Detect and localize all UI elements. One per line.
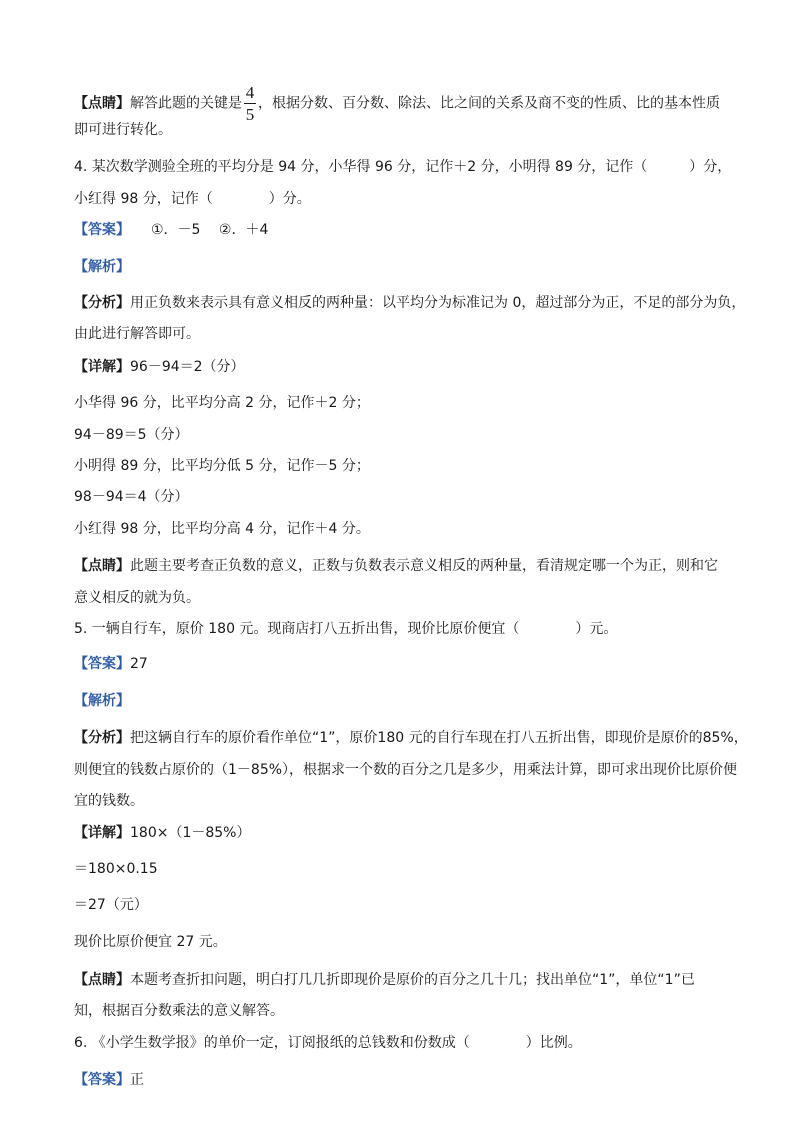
detail-q5-line-3: ＝27（元） (74, 897, 148, 913)
detail-q5-line-2: ＝180×0.15 (74, 861, 158, 877)
detail-line-5: 98－94＝4（分） (74, 489, 189, 505)
fraction-4-5 (244, 84, 256, 123)
detail-line-6: 小红得 98 分，比平均分高 4 分，记作＋4 分。 (74, 521, 370, 537)
analysis-heading-q5 (74, 692, 130, 710)
point-note-tag: 【点睛】 (74, 558, 130, 574)
analysis-sub-tag: 【分析】 (74, 295, 130, 311)
analysis-q5-line-2: 则便宜的钱数占原价的（1－85%），根据求一个数的百分之几是多少，用乘法计算，即可求出现价比原价便 (74, 762, 738, 778)
analysis-q5-line-3: 宜的钱数。 (74, 793, 144, 809)
question-5: 5. 一辆自行车，原价 180 元。现商店打八五折出售，现价比原价便宜（ ）元。 (74, 621, 618, 637)
text-span: 96－94＝2（分） (130, 359, 245, 375)
point-note-line-1 (74, 84, 720, 123)
question-6: 6. 《小学生数学报》的单价一定，订阅报纸的总钱数和份数成（ ）比例。 (74, 1035, 582, 1051)
text-span: 把这辆自行车的原价看作单位“1”，原价180 元的自行车现在打八五折出售，即现价是原价的85%， (130, 730, 748, 746)
answer-line-q6 (74, 1071, 144, 1089)
text-span: ，根据分数、百分数、除法、比之间的关系及商不变的性质、比的基本性质 (258, 95, 720, 112)
answer-tag: 【答案】 (74, 1072, 130, 1088)
analysis-tag: 【解析】 (74, 693, 130, 709)
question-4-line-2: 小红得 98 分，记作（ ）分。 (74, 191, 311, 207)
point-note-line-2: 即可进行转化。 (74, 122, 172, 138)
point-note-q4-line-1 (74, 557, 718, 575)
analysis-line-2: 由此进行解答即可。 (74, 326, 200, 342)
answer-value: 正 (130, 1072, 144, 1088)
detail-line-4: 小明得 89 分，比平均分低 5 分，记作－5 分； (74, 458, 370, 474)
analysis-heading-q4 (74, 258, 130, 276)
detail-line-3: 94－89＝5（分） (74, 427, 189, 443)
analysis-line-1 (74, 294, 745, 312)
fraction-bar (244, 103, 256, 104)
point-note-q5-line-2: 知，根据百分数乘法的意义解答。 (74, 1003, 284, 1019)
detail-q5-line-1 (74, 824, 250, 842)
point-note-tag: 【点睛】 (74, 95, 130, 112)
answer-tag: 【答案】 (74, 656, 130, 672)
question-4-line-1: 4. 某次数学测验全班的平均分是 94 分，小华得 96 分，记作＋2 分，小明得 89 分，记作（ ）分， (74, 159, 732, 175)
answer-tag: 【答案】 (74, 222, 123, 238)
answer-line-q5 (74, 655, 148, 673)
detail-q5-line-4: 现价比原价便宜 27 元。 (74, 934, 227, 950)
point-note-q5-line-1 (74, 971, 695, 989)
detail-line-2: 小华得 96 分，比平均分高 2 分，记作＋2 分； (74, 395, 370, 411)
detail-tag: 【详解】 (74, 359, 130, 375)
text-span: 用正负数来表示具有意义相反的两种量：以平均分为标准记为 0，超过部分为正，不足的部分为负， (130, 295, 746, 311)
analysis-sub-tag: 【分析】 (74, 730, 130, 746)
text-span: 解答此题的关键是 (130, 95, 242, 112)
detail-tag: 【详解】 (74, 825, 130, 841)
text-span: 此题主要考查正负数的意义，正数与负数表示意义相反的两种量，看清规定哪一个为正，则和它 (130, 558, 718, 574)
point-note-q4-line-2: 意义相反的就为负。 (74, 590, 200, 606)
fraction-denominator: 5 (245, 105, 255, 124)
analysis-q5-line-1 (74, 729, 748, 747)
text-span: 本题考查折扣问题，明白打几几折即现价是原价的百分之几十几；找出单位“1”，单位“1”已 (130, 972, 695, 988)
answer-value: ①．－5 ②．＋4 (123, 222, 269, 238)
detail-line-1 (74, 358, 245, 376)
point-note-tag: 【点睛】 (74, 972, 130, 988)
answer-value: 27 (130, 656, 148, 672)
analysis-tag: 【解析】 (74, 259, 130, 275)
fraction-numerator: 4 (245, 83, 255, 102)
answer-line-q4 (74, 221, 268, 239)
text-span: 180×（1－85%） (130, 825, 251, 841)
